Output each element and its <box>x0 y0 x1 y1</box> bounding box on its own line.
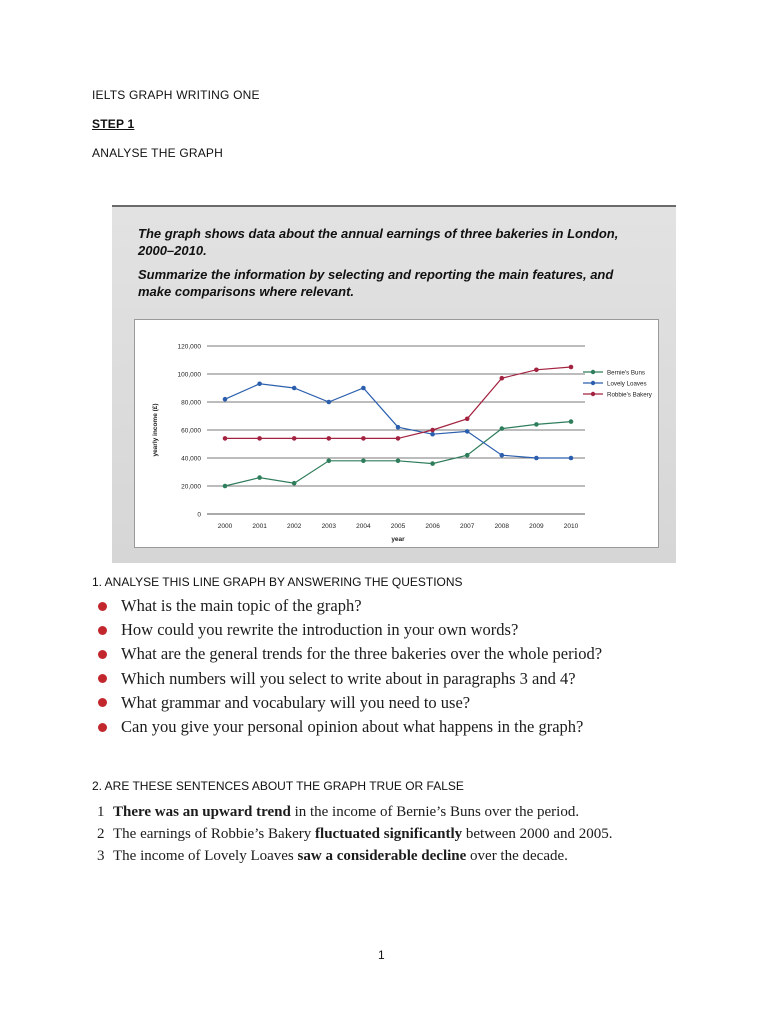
x-tick-label: 2010 <box>563 523 579 530</box>
y-tick-label: 100,000 <box>177 371 201 379</box>
list-item <box>98 691 602 715</box>
list-item <box>98 667 602 691</box>
list-item <box>98 618 602 642</box>
x-tick-label: 2007 <box>459 523 475 530</box>
y-tick-label: 60,000 <box>181 427 201 435</box>
data-point <box>569 456 574 461</box>
sentence-number: 3 <box>97 847 105 864</box>
list-item <box>98 715 602 739</box>
task-line-4: make comparisons where relevant. <box>138 284 355 299</box>
legend-label: Robbie's Bakery <box>607 391 652 399</box>
question-text: What grammar and vocabulary will you need to use? <box>121 692 471 712</box>
data-point <box>292 481 297 486</box>
data-point <box>223 484 228 489</box>
x-tick-label: 2008 <box>494 523 510 530</box>
question-text: Can you give your personal opinion about what happens in the graph? <box>121 717 584 737</box>
data-point <box>465 453 470 458</box>
question-text: What is the main topic of the graph? <box>121 596 362 616</box>
legend-marker <box>591 392 595 396</box>
data-point <box>257 475 262 480</box>
question-text: What are the general trends for the three bakeries over the whole period? <box>121 644 603 664</box>
data-point <box>292 436 297 441</box>
x-tick-label: 2009 <box>529 523 544 530</box>
bullet-icon <box>98 674 107 683</box>
x-tick-label: 2003 <box>321 523 337 530</box>
sentence-post: in the income of Bernie’s Buns over the period. <box>290 803 580 820</box>
data-point <box>327 459 332 464</box>
sentence-bold: fluctuated significantly <box>315 825 463 842</box>
question-text: Which numbers will you select to write about in paragraphs 3 and 4? <box>121 668 576 688</box>
legend-marker <box>591 381 595 385</box>
list-item <box>98 594 602 618</box>
data-point <box>361 386 366 391</box>
legend-label: Lovely Loaves <box>607 380 647 388</box>
data-point <box>465 429 470 434</box>
data-point <box>534 368 539 373</box>
sentence-bold: saw a considerable decline <box>297 847 467 864</box>
section2-title: 2. ARE THESE SENTENCES ABOUT THE GRAPH TRUE OR FALSE <box>92 779 464 793</box>
legend-label: Bernie's Buns <box>607 369 645 377</box>
list-item <box>97 801 613 823</box>
data-point <box>569 419 574 424</box>
data-point <box>361 436 366 441</box>
data-point <box>327 436 332 441</box>
task-line-1: The graph shows data about the annual earnings of three bakeries in London, <box>138 226 619 241</box>
x-tick-label: 2005 <box>390 523 406 530</box>
task-line-3: Summarize the information by selecting and reporting the main features, and <box>138 267 614 282</box>
y-tick-label: 20,000 <box>181 483 201 491</box>
data-point <box>465 417 470 422</box>
data-point <box>430 461 435 466</box>
data-point <box>396 436 401 441</box>
x-axis-label: year <box>391 536 405 543</box>
data-point <box>534 456 539 461</box>
section1-title: 1. ANALYSE THIS LINE GRAPH BY ANSWERING THE QUESTIONS <box>92 575 463 589</box>
list-item <box>98 642 602 666</box>
bullet-icon <box>98 650 107 659</box>
sentence-list <box>97 801 613 867</box>
task-line-2: 2000–2010. <box>138 243 207 258</box>
y-tick-label: 40,000 <box>181 455 201 463</box>
data-point <box>430 432 435 437</box>
legend-marker <box>591 370 595 374</box>
x-tick-label: 2004 <box>356 523 371 530</box>
question-list <box>98 594 602 739</box>
data-point <box>396 459 401 464</box>
sentence-post: over the decade. <box>466 847 568 864</box>
data-point <box>223 397 228 402</box>
data-point <box>327 400 332 405</box>
question-text: How could you rewrite the introduction in your own words? <box>121 620 519 640</box>
sentence-pre: The income of Lovely Loaves <box>113 847 298 864</box>
x-tick-label: 2002 <box>286 523 302 530</box>
y-tick-label: 0 <box>197 511 201 519</box>
data-point <box>430 428 435 433</box>
list-item <box>97 845 613 867</box>
x-tick-label: 2001 <box>252 523 267 530</box>
bullet-icon <box>98 626 107 635</box>
subtitle: ANALYSE THE GRAPH <box>92 146 223 160</box>
data-point <box>569 365 574 370</box>
data-point <box>534 422 539 427</box>
sentence-number: 2 <box>97 825 105 842</box>
page-number: 1 <box>378 948 385 962</box>
data-point <box>257 436 262 441</box>
sentence-number: 1 <box>97 803 105 820</box>
data-point <box>292 386 297 391</box>
data-point <box>257 382 262 387</box>
sentence-bold: There was an upward trend <box>113 803 291 820</box>
data-point <box>500 426 505 431</box>
data-point <box>396 425 401 430</box>
x-tick-label: 2006 <box>425 523 440 530</box>
data-point <box>223 436 228 441</box>
y-tick-label: 120,000 <box>177 343 201 351</box>
sentence-pre: The earnings of Robbie’s Bakery <box>113 825 316 842</box>
sentence-post: between 2000 and 2005. <box>462 825 613 842</box>
data-point <box>361 459 366 464</box>
bullet-icon <box>98 723 107 732</box>
x-tick-label: 2000 <box>217 523 233 530</box>
data-point <box>500 376 505 381</box>
document-title: IELTS GRAPH WRITING ONE <box>92 88 260 102</box>
series-line <box>225 384 571 458</box>
scanned-task-image <box>112 205 676 563</box>
bullet-icon <box>98 698 107 707</box>
line-chart-panel <box>134 319 659 548</box>
list-item <box>97 823 613 845</box>
step-heading: STEP 1 <box>92 117 135 131</box>
y-tick-label: 80,000 <box>181 399 201 407</box>
data-point <box>500 453 505 458</box>
y-axis-label: yearly income (£) <box>152 403 159 457</box>
series-line <box>225 422 571 486</box>
bullet-icon <box>98 602 107 611</box>
line-chart <box>135 320 658 547</box>
